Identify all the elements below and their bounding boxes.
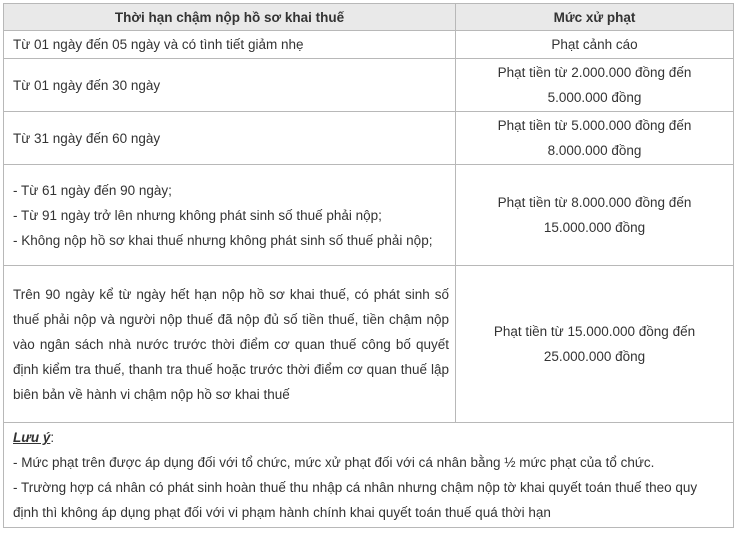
period-cell: [4, 59, 456, 112]
table-row: [4, 165, 734, 266]
note-text: - Mức phạt trên được áp dụng đối với tổ chức, mức xử phạt đối với cá nhân bằng ½ mức phạt của tổ chức.: [13, 455, 655, 470]
header-penalty: Mức xử phạt: [456, 4, 734, 31]
penalty-text: 5.000.000 đồng: [547, 90, 642, 105]
period-text: Từ 01 ngày đến 30 ngày: [13, 77, 161, 93]
header-period: Thời hạn chậm nộp hồ sơ khai thuế: [4, 4, 456, 31]
period-text: - Không nộp hồ sơ khai thuế nhưng không phát sinh số thuế phải nộp;: [13, 232, 433, 248]
penalty-cell: [456, 165, 734, 266]
period-cell: [4, 165, 456, 266]
period-text: Từ 01 ngày đến 05 ngày và có tình tiết giảm nhẹ: [13, 37, 304, 52]
penalty-cell: [456, 266, 734, 423]
penalty-text: Phạt tiền từ 8.000.000 đồng đến: [497, 195, 692, 210]
penalty-table: [3, 3, 734, 528]
table-row: [4, 112, 734, 165]
table-row: [4, 31, 734, 59]
penalty-table-container: [3, 3, 734, 528]
penalty-text: Phạt tiền từ 5.000.000 đồng đến: [497, 118, 692, 133]
note-title-colon: :: [50, 430, 55, 445]
note-text: - Trường hợp cá nhân có phát sinh hoàn thuế thu nhập cá nhân nhưng chậm nộp tờ khai quyết toán thuế theo quy định thì không áp dụng phạt đối với vi phạm hành chính khai quyết toán thuế quá thời hạn: [13, 480, 698, 520]
penalty-cell: [456, 59, 734, 112]
penalty-text: 15.000.000 đồng: [543, 220, 646, 235]
period-text: Từ 31 ngày đến 60 ngày: [13, 130, 161, 146]
table-row: [4, 266, 734, 423]
table-header-row: [4, 4, 734, 31]
penalty-text: 25.000.000 đồng: [543, 349, 646, 364]
note-row: [4, 423, 734, 528]
period-cell: [4, 112, 456, 165]
penalty-text: Phạt tiền từ 15.000.000 đồng đến: [493, 324, 696, 339]
table-row: [4, 59, 734, 112]
note-heading: [13, 425, 724, 450]
penalty-text: Phạt tiền từ 2.000.000 đồng đến: [497, 65, 692, 80]
penalty-cell: [456, 112, 734, 165]
period-cell: [4, 31, 456, 59]
period-text: - Từ 91 ngày trở lên nhưng không phát sinh số thuế phải nộp;: [13, 207, 382, 223]
penalty-text: 8.000.000 đồng: [547, 143, 642, 158]
note-title: Lưu ý: [13, 430, 51, 445]
period-text: - Từ 61 ngày đến 90 ngày;: [13, 182, 172, 198]
penalty-text: Phạt cảnh cáo: [551, 37, 638, 52]
note-cell: [4, 423, 734, 528]
period-text: Trên 90 ngày kể từ ngày hết hạn nộp hồ sơ khai thuế, có phát sinh số thuế phải nộp và người nộp thuế đã nộp đủ số tiền thuế, tiền chậm nộp vào ngân sách nhà nước trước thời điểm cơ quan thuế công bố quyết định kiểm tra thuế, thanh tra thuế hoặc trước thời điểm cơ quan thuế lập biên bản về hành vi chậm nộp hồ sơ khai thuế: [13, 286, 449, 402]
period-cell: [4, 266, 456, 423]
penalty-cell: [456, 31, 734, 59]
